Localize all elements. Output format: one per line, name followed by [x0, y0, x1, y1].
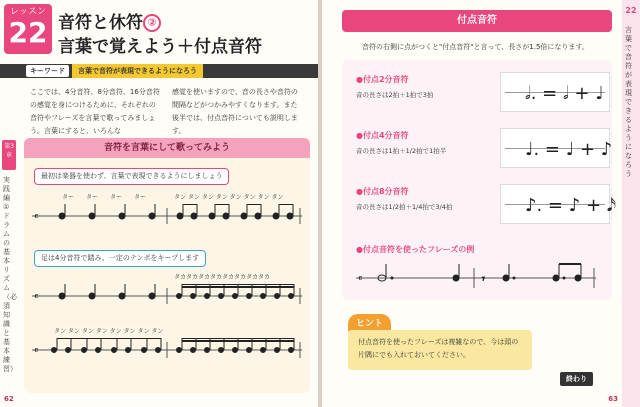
staff-row-1-svg — [32, 204, 302, 228]
phrase-staff-svg — [356, 260, 596, 290]
note-glyphs-dotted-quarter: ♩. = ♩ + ♪ — [525, 139, 613, 160]
right-page — [322, 0, 640, 407]
lesson-badge — [4, 4, 52, 54]
instruction-note-2: 足は4分音符で踏み、一定のテンポをキープします — [34, 250, 206, 267]
keyword-bar — [0, 64, 318, 78]
side-lesson-number: 22 — [625, 6, 637, 15]
dotted-notes-title: 付点音符 — [342, 10, 612, 32]
keyword-label: キーワード — [26, 65, 69, 77]
item-head-dotted-half: ●付点2分音符 — [356, 75, 409, 84]
syllables-row-2: タカタカタカタカタカタカタカタカ — [174, 274, 271, 281]
note-glyphs-dotted-eighth: ♪. = ♪ + 𝅘𝅥𝅯 — [525, 195, 617, 216]
page-number-right: 63 — [608, 395, 618, 403]
end-marker: 終わり — [560, 372, 593, 386]
item-desc-dotted-eighth: 音の長さは1/2拍＋1/4拍で3/4拍 — [356, 203, 453, 211]
chapter-side-tab — [0, 140, 18, 373]
svg-text:𝄴: 𝄴 — [34, 346, 39, 357]
left-page — [0, 0, 318, 407]
chapter-vertical-text: 実践編①ドラムの基本リズム（必須知識と基本練習） — [3, 176, 17, 373]
note-glyphs-dotted-half: 𝅗𝅥. = 𝅗𝅥 + ♩ — [525, 83, 604, 104]
item-head-dotted-eighth: ●付点8分音符 — [356, 187, 409, 196]
staff-row-1 — [32, 204, 302, 228]
phrase-example-staff — [356, 260, 596, 290]
right-side-tab — [622, 0, 640, 407]
lesson-label: レッスン — [10, 7, 46, 17]
hint-label: ヒント — [348, 314, 391, 331]
syllables-row-1a: ター ター ター ター — [62, 194, 147, 201]
dotted-notes-panel — [342, 60, 617, 300]
staff-row-2 — [32, 284, 302, 308]
staff-row-2-svg — [32, 284, 302, 308]
hint-box: 付点音符を使ったフレーズは複雑なので、今は頭の片隅にでも入れておいてください。 — [348, 330, 532, 370]
keyword-text: 言葉で音符が表現できるようになろう — [72, 64, 203, 78]
staff-row-3-svg — [32, 338, 302, 362]
intro-column-2: 感覚を使いますので、音の長さや音符の間隔などがつかみやすくなります。また後半では、付点音符についても説明します。 — [172, 88, 298, 135]
item-head-dotted-quarter: ●付点4分音符 — [356, 131, 409, 140]
dotted-notes-intro: 音符の右側に点がつくと"付点音符"と言って、長さが1.5倍になります。 — [362, 43, 589, 51]
instruction-note-1: 最初は楽器を使わず、言葉で表現できるようにしましょう — [34, 168, 229, 185]
item-desc-dotted-half: 音の長さは2拍＋1拍で3拍 — [356, 91, 434, 99]
note-example-dotted-half — [500, 72, 610, 112]
syllables-row-1b: タン タン タン タン タン タン タン タン — [174, 194, 284, 201]
svg-text:𝄴: 𝄴 — [34, 292, 39, 303]
item-desc-dotted-quarter: 音の長さは1拍＋1/2拍で1拍半 — [356, 147, 447, 155]
note-example-dotted-eighth — [500, 184, 617, 224]
page-title-line1: 音符と休符 ② — [58, 8, 161, 33]
svg-text:𝄾: 𝄾 — [482, 274, 485, 285]
note-example-dotted-quarter — [500, 128, 613, 168]
svg-text:𝄴: 𝄴 — [358, 274, 363, 285]
svg-text:𝄴: 𝄴 — [34, 212, 39, 223]
page-number-left: 62 — [4, 395, 14, 403]
staff-row-3 — [32, 338, 302, 362]
circled-number: ② — [143, 14, 161, 32]
page-title-line2: 言葉で覚えよう＋付点音符 — [58, 37, 262, 57]
phrase-example-head: ●付点音符を使ったフレーズの例 — [356, 245, 475, 254]
practice-section — [24, 138, 310, 393]
syllables-row-3: タン タン タン タン タン タン タン タン — [54, 328, 164, 335]
chapter-label: 第3章 — [2, 140, 16, 170]
intro-column-1: ここでは、4分音符、8分音符、16分音符の感覚を身につけるために、それぞれの音符やフレーズを言葉で歌ってみましょう。言葉にすると、いろんな — [30, 88, 160, 135]
section-title: 音符を言葉にして歌ってみよう — [24, 138, 310, 158]
side-vertical-text: 言葉で音符が表現できるようになろう — [625, 26, 632, 178]
lesson-number: 22 — [8, 16, 48, 49]
